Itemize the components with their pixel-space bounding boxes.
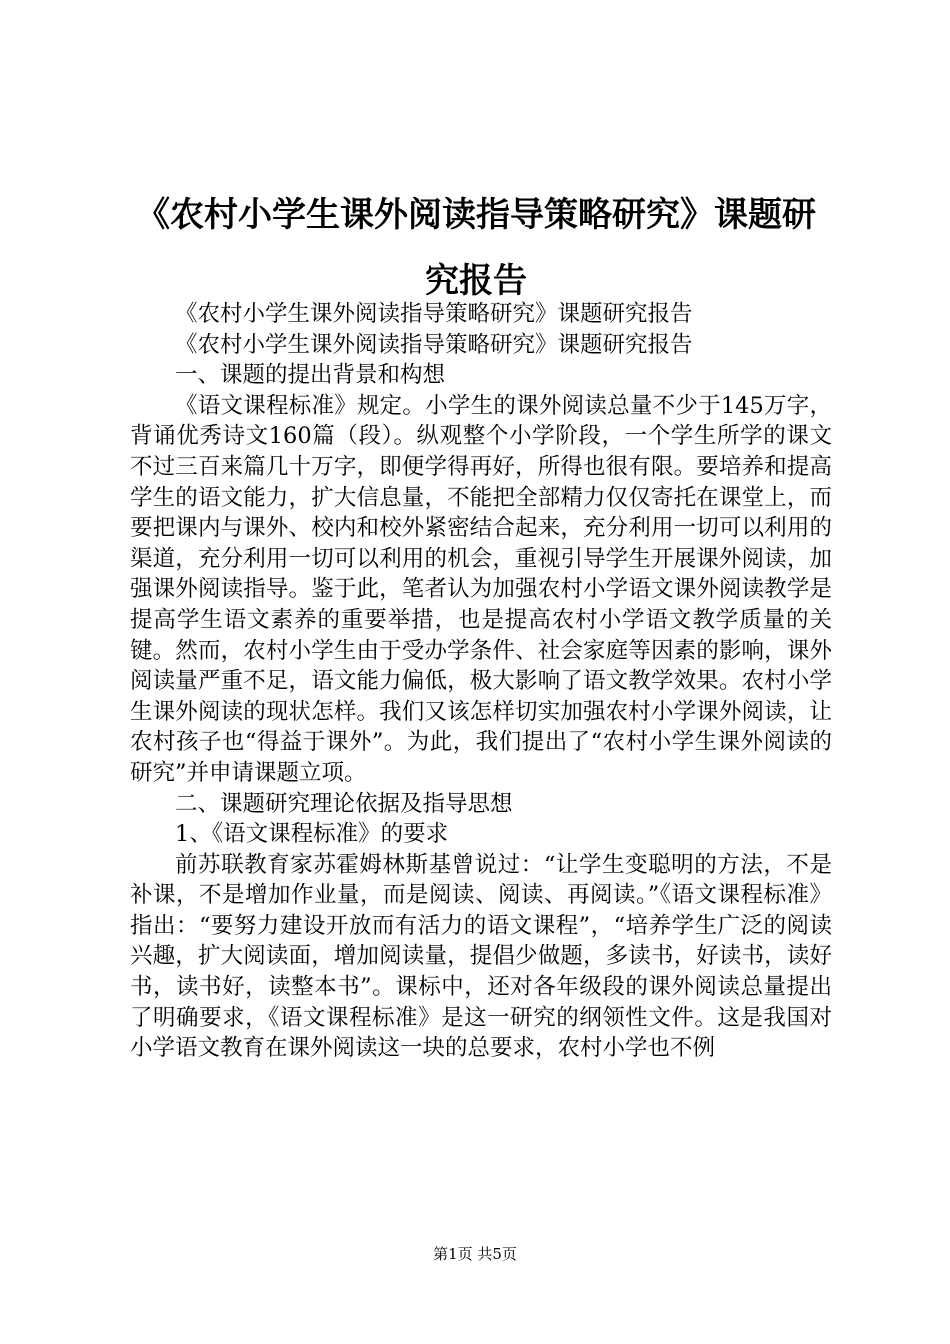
repeated-title-paragraph: 《农村小学生课外阅读指导策略研究》课题研究报告 [175, 301, 693, 327]
body-paragraph-background: 《语文课程标准》规定。小学生的课外阅读总量不少于145万字，背诵优秀诗文160篇（段）。纵观整个小学阶段，一个学生所学的课文不过三百来篇几十万字，即便学得再好，所得也很有限。要培养和提高学生的语文能力，扩大信息量，不能把全部精力仅仅寄托在课堂上，而要把课内与课外、校内和校外紧密结合起来，充分利用一切可以利用的渠道，充分利用一切可以利用的机会，重视引导学生开展课外阅读，加强课外阅读指导。鉴于此，笔者认为加强农村小学语文课外阅读教学是提高学生语文素养的重要举措，也是提高农村小学语文教学质量的关键。然而，农村小学生由于受办学条件、社会家庭等因素的影响，课外阅读量严重不足，语文能力偏低，极大影响了语文教学效果。农村小学生课外阅读的现状怎样。我们又该怎样切实加强农村小学课外阅读，让农村孩子也“得益于课外”。为此，我们提出了“农村小学生课外阅读的研究”并申请课题立项。 [130, 392, 832, 786]
document-title: 《农村小学生课外阅读指导策略研究》课题研究报告 [136, 195, 816, 301]
body-paragraph-standard: 前苏联教育家苏霍姆林斯基曾说过：“让学生变聪明的方法，不是补课，不是增加作业量，而是阅读、阅读、再阅读。”《语文课程标准》指出：“要努力建设开放而有活力的语文课程”，“培养学生广泛的阅读兴趣，扩大阅读面，增加阅读量，提倡少做题，多读书，好读书，读好书，读书好，读整本书”。课标中，还对各年级段的课外阅读总量提出了明确要求，《语文课程标准》是这一研究的纲领性文件。这是我国对小学语文教育在课外阅读这一块的总要求，农村小学也不例 [130, 851, 832, 1062]
document-body [130, 299, 832, 1064]
repeated-title-line: 《农村小学生课外阅读指导策略研究》课题研究报告 [175, 331, 693, 358]
section-heading-theory: 二、课题研究理论依据及指导思想 [175, 790, 513, 817]
section-heading-background: 一、课题的提出背景和构想 [175, 362, 446, 389]
subsection-heading-standard: 1、《语文课程标准》的要求 [175, 821, 449, 848]
page-number-footer: 第1页 共5页 [433, 1245, 517, 1263]
